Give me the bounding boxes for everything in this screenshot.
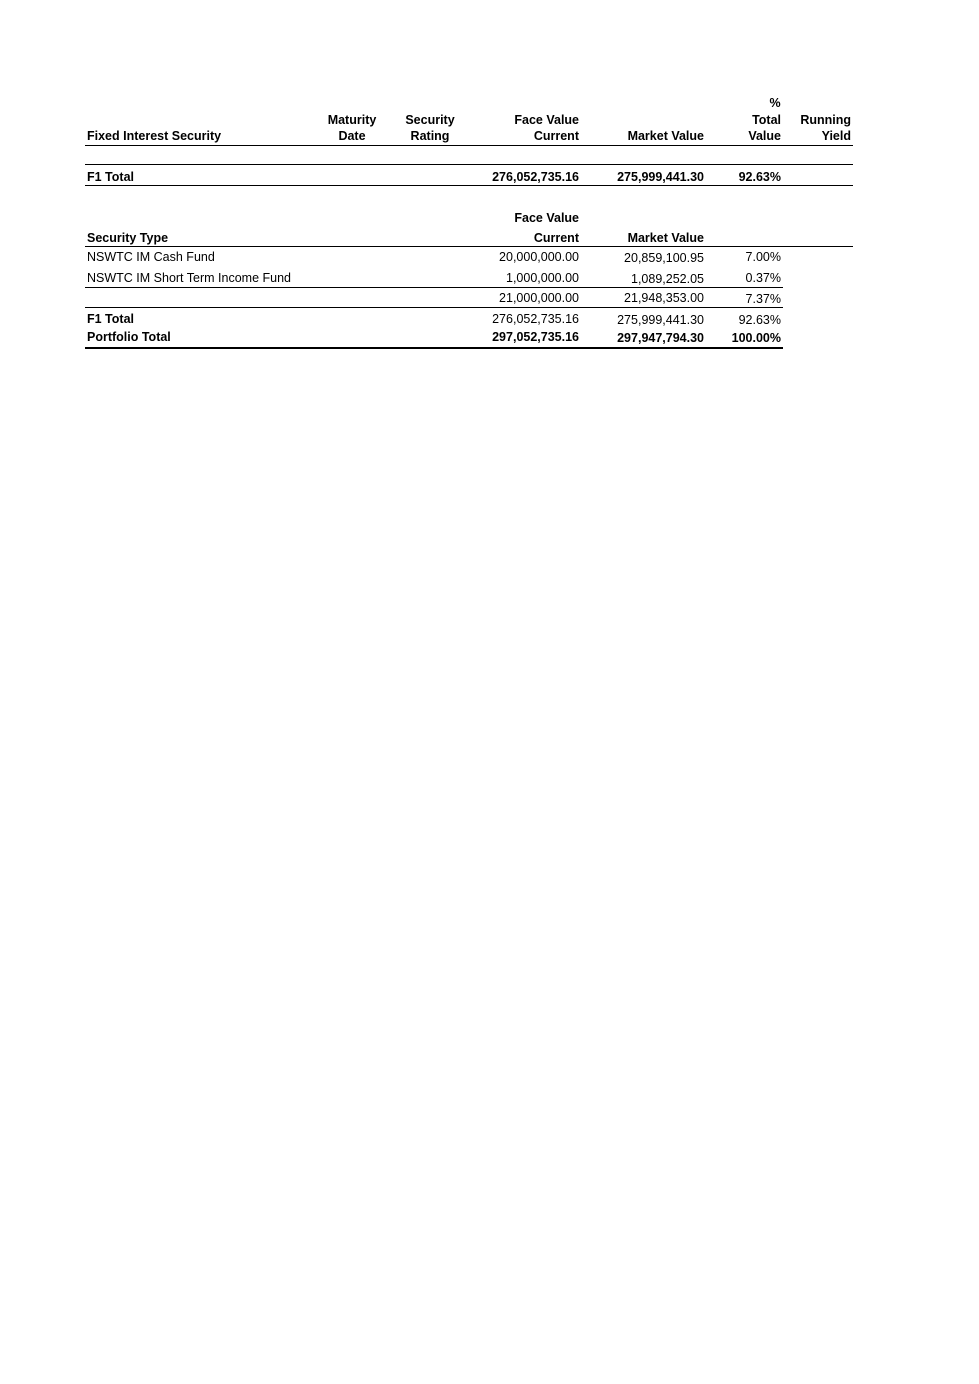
portfolio-total-label: Portfolio Total	[87, 330, 171, 344]
header-rating-line2: Rating	[410, 129, 450, 143]
st-header-security-type: Security Type	[87, 231, 169, 245]
header-face-line2: Current	[533, 129, 579, 143]
st-header-face-line2: Current	[533, 231, 579, 245]
subtotal-bottom-rule	[85, 307, 783, 308]
row-market-value: 20,859,100.95	[624, 251, 704, 265]
subtotal-pct: 7.37%	[745, 292, 781, 306]
row-market-value: 1,089,252.05	[631, 272, 704, 286]
row-pct: 7.00%	[745, 250, 781, 264]
header-face-line1: Face Value	[514, 113, 579, 127]
f1-total-pct: 92.63%	[738, 313, 781, 327]
header-fixed-interest-security: Fixed Interest Security	[87, 129, 222, 143]
header-pct-line2: Total	[752, 113, 781, 127]
header-maturity-line2: Date	[338, 129, 366, 143]
header-yield-line1: Running	[800, 113, 851, 127]
header-rating-line1: Security	[405, 113, 455, 127]
subtotal-face-value: 21,000,000.00	[499, 291, 579, 305]
row-pct: 0.37%	[745, 271, 781, 285]
total-pct: 92.63%	[738, 170, 781, 184]
total-bottom-rule	[85, 185, 853, 186]
total-market-value: 275,999,441.30	[617, 170, 704, 184]
header-market-value: Market Value	[627, 129, 704, 143]
header-pct-line1: %	[769, 96, 781, 110]
st-header-market-value: Market Value	[627, 231, 704, 245]
row-face-value: 1,000,000.00	[506, 271, 579, 285]
row-name: NSWTC IM Short Term Income Fund	[87, 271, 291, 285]
header-pct-line3: Value	[748, 129, 781, 143]
total-label: F1 Total	[87, 170, 134, 184]
portfolio-total-pct: 100.00%	[731, 331, 781, 345]
portfolio-total-market-value: 297,947,794.30	[617, 331, 704, 345]
portfolio-total-face-value: 297,052,735.16	[492, 330, 579, 344]
header-maturity-line1: Maturity	[327, 113, 377, 127]
total-top-rule	[85, 164, 853, 165]
portfolio-total-rule	[85, 347, 783, 349]
header-underline	[85, 145, 853, 146]
f1-total-market-value: 275,999,441.30	[617, 313, 704, 327]
subtotal-top-rule	[85, 287, 783, 288]
st-header-face-line1: Face Value	[514, 211, 579, 225]
row-face-value: 20,000,000.00	[499, 250, 579, 264]
st-header-underline	[85, 246, 853, 247]
total-face-value: 276,052,735.16	[492, 170, 579, 184]
f1-total-face-value: 276,052,735.16	[492, 312, 579, 326]
header-yield-line2: Yield	[821, 129, 851, 143]
subtotal-market-value: 21,948,353.00	[624, 291, 704, 305]
row-name: NSWTC IM Cash Fund	[87, 250, 215, 264]
f1-total-label: F1 Total	[87, 312, 134, 326]
